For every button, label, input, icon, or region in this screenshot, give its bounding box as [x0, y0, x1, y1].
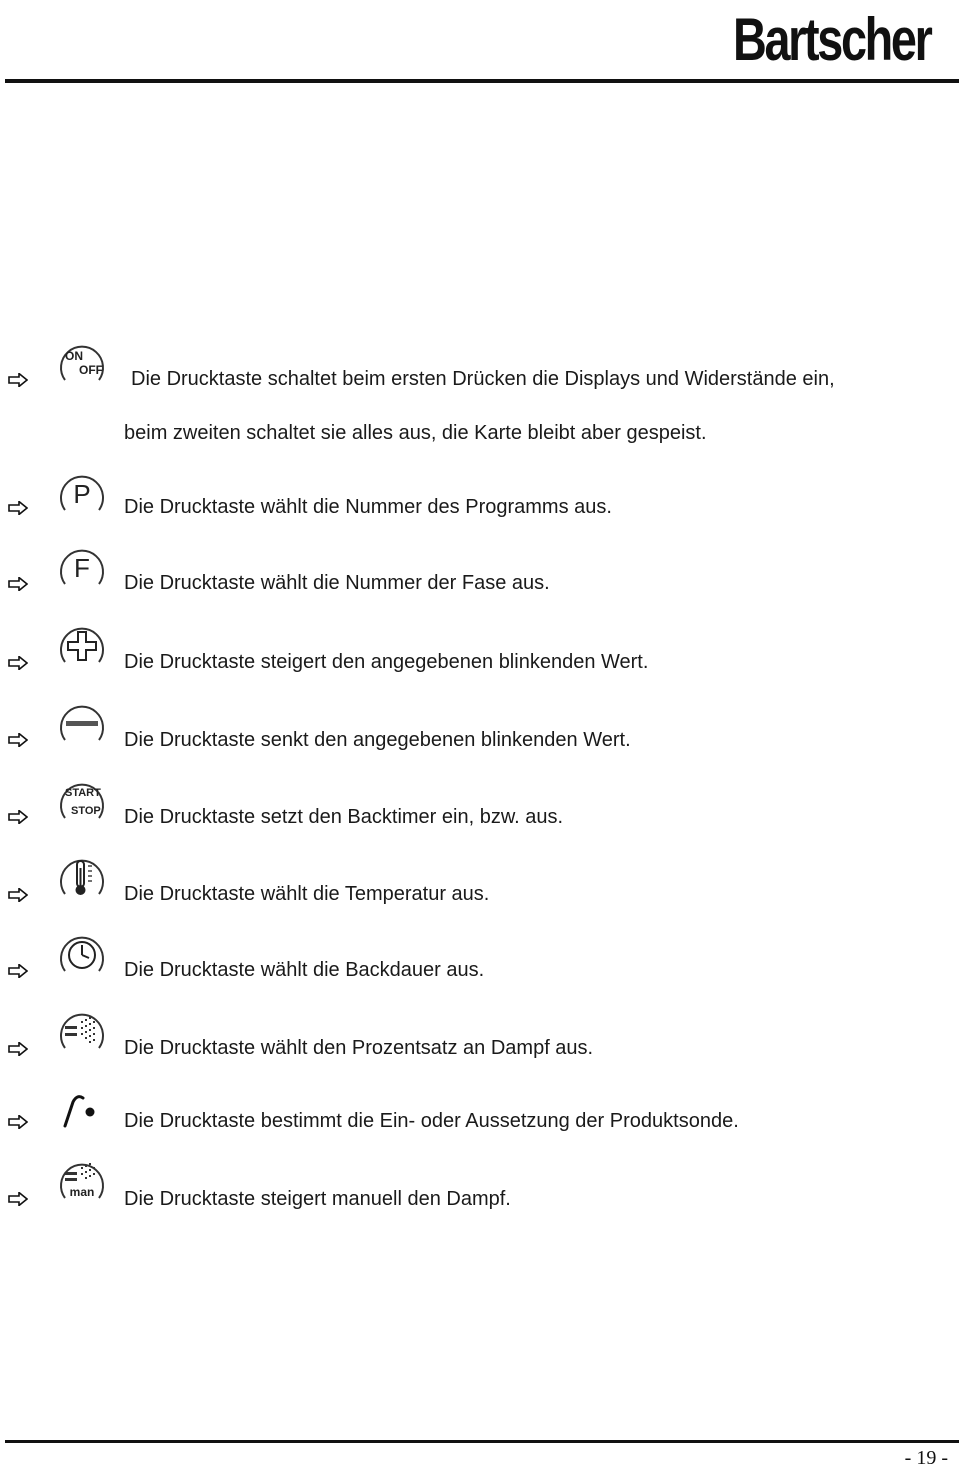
thermometer-icon: [57, 854, 107, 902]
phase-f-icon: [57, 544, 107, 592]
item-text-on-off-continuation: beim zweiten schaltet sie alles aus, die Karte bleibt aber gespeist.: [124, 422, 707, 444]
page-number: - 19 -: [904, 1447, 948, 1469]
svg-text:STOP: STOP: [71, 805, 101, 817]
item-text-phase: Die Drucktaste wählt die Nummer der Fase aus.: [124, 572, 550, 594]
probe-icon: [57, 1088, 107, 1136]
arrow-icon: [8, 1192, 28, 1206]
svg-text:P: P: [73, 479, 91, 509]
arrow-icon: [8, 733, 28, 747]
minus-icon: [57, 700, 107, 748]
arrow-icon: [8, 577, 28, 591]
arrow-icon: [8, 373, 28, 387]
program-p-icon: [57, 470, 107, 518]
item-text-minus: Die Drucktaste senkt den angegebenen blinkenden Wert.: [124, 729, 631, 751]
plus-icon: [57, 622, 107, 670]
arrow-icon: [8, 964, 28, 978]
on-off-icon: [57, 340, 107, 388]
item-text-clock: Die Drucktaste wählt die Backdauer aus.: [124, 959, 485, 981]
brand-logo: Bartscher: [733, 6, 931, 73]
arrow-icon: [8, 501, 28, 515]
svg-text:ON: ON: [65, 349, 83, 363]
svg-text:F: F: [74, 553, 90, 583]
clock-icon: [57, 931, 107, 979]
manual-steam-icon: [57, 1158, 107, 1206]
svg-text:man: man: [69, 1185, 95, 1199]
arrow-icon: [8, 1115, 28, 1129]
arrow-icon: [8, 1042, 28, 1056]
arrow-icon: [8, 656, 28, 670]
svg-text:OFF: OFF: [79, 363, 103, 377]
item-text-temperature: Die Drucktaste wählt die Temperatur aus.: [124, 883, 490, 905]
item-text-plus: Die Drucktaste steigert den angegebenen blinkenden Wert.: [124, 651, 649, 673]
item-text-probe: Die Drucktaste bestimmt die Ein- oder Aussetzung der Produktsonde.: [124, 1110, 739, 1132]
header-rule: [5, 79, 959, 83]
steam-icon: [57, 1008, 107, 1056]
arrow-icon: [8, 810, 28, 824]
item-text-program: Die Drucktaste wählt die Nummer des Programms aus.: [124, 496, 612, 518]
svg-text:START: START: [65, 787, 101, 799]
item-text-steam: Die Drucktaste wählt den Prozentsatz an Dampf aus.: [124, 1037, 594, 1059]
item-text-start-stop: Die Drucktaste setzt den Backtimer ein, bzw. aus.: [124, 806, 564, 828]
item-text-on-off: Die Drucktaste schaltet beim ersten Drücken die Displays und Widerstände ein,: [131, 368, 835, 390]
start-stop-icon: [57, 778, 107, 826]
item-text-manual-steam: Die Drucktaste steigert manuell den Dampf.: [124, 1188, 511, 1210]
arrow-icon: [8, 888, 28, 902]
footer-rule: [5, 1440, 959, 1443]
